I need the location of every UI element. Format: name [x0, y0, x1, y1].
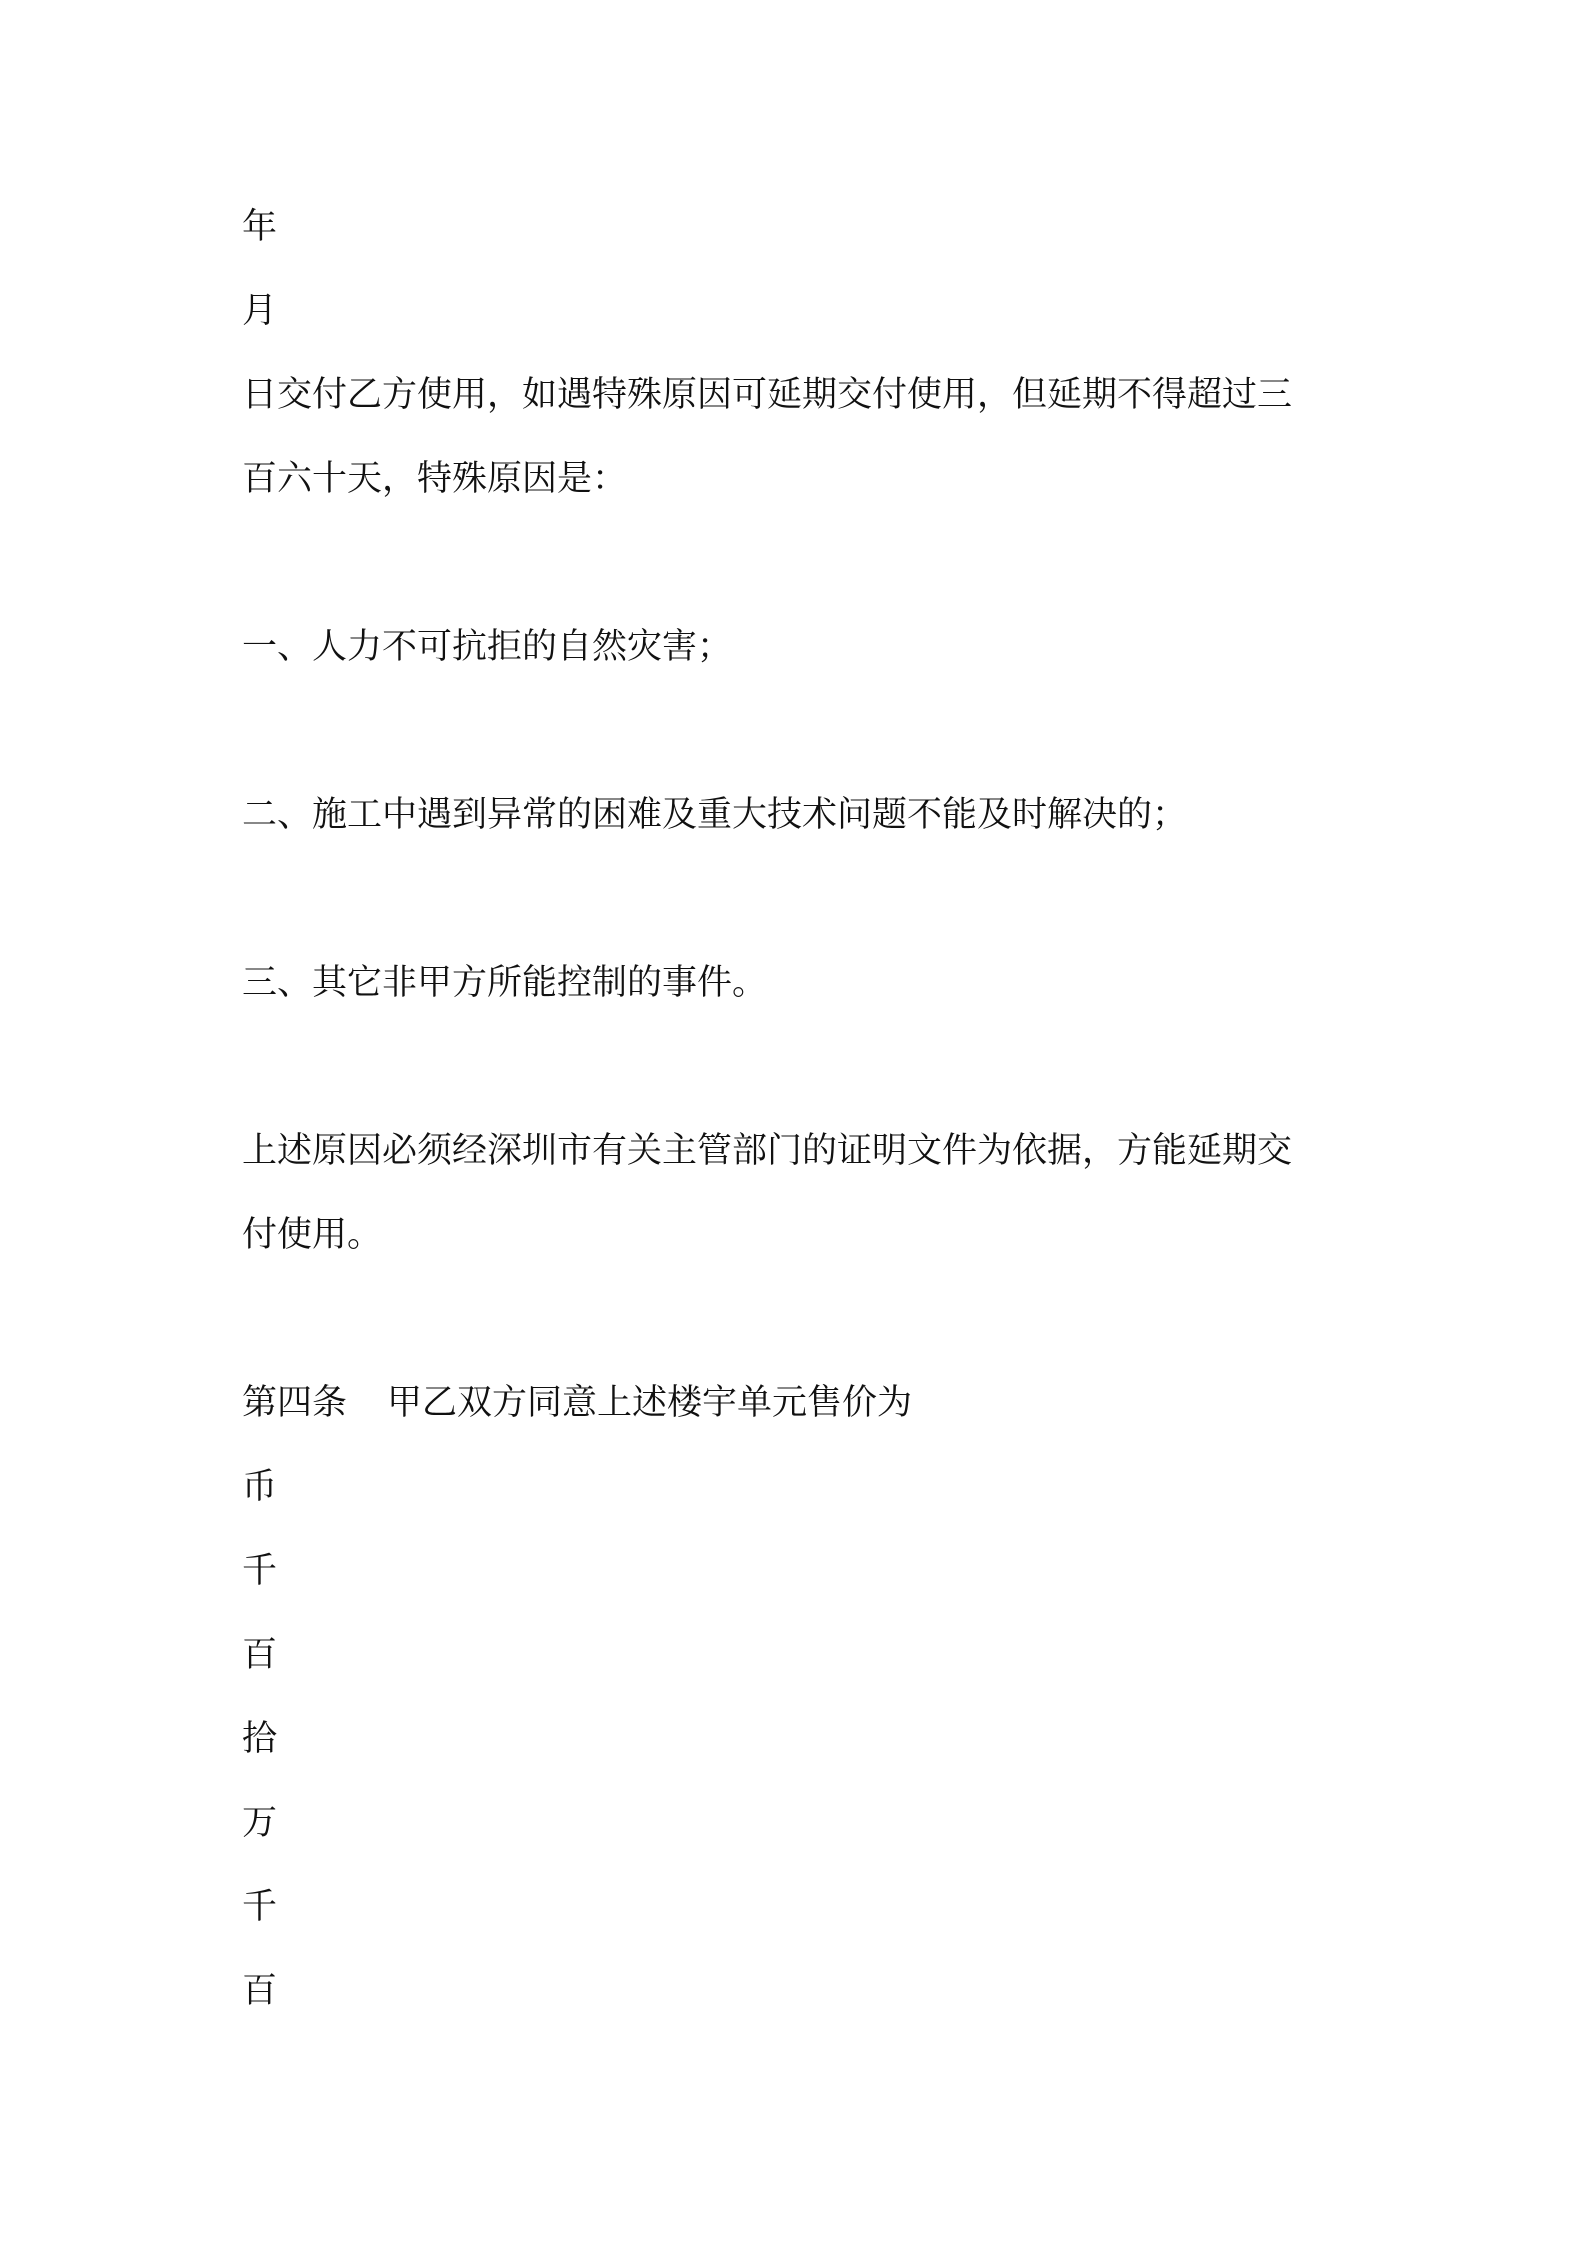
amount-unit-thousand: 千 — [242, 1551, 278, 1591]
text-line-special-reasons: 百六十天，特殊原因是： — [242, 459, 628, 499]
amount-unit-currency: 币 — [242, 1467, 278, 1507]
article-number: 第四条 — [242, 1383, 348, 1423]
text-line-evidence: 上述原因必须经深圳市有关主管部门的证明文件为依据，方能延期交 — [242, 1131, 1293, 1171]
text-line-month: 月 — [242, 291, 278, 331]
article-text: 甲乙双方同意上述楼宇单元售价为 — [387, 1383, 913, 1423]
amount-unit-hundred-2: 百 — [242, 1971, 278, 2011]
reason-item-2: 二、施工中遇到异常的困难及重大技术问题不能及时解决的； — [242, 795, 1188, 835]
amount-unit-ten-thousand: 万 — [242, 1803, 278, 1843]
reason-item-1: 一、人力不可抗拒的自然灾害； — [242, 627, 733, 667]
article-four — [242, 1381, 912, 1425]
amount-unit-ten: 拾 — [242, 1719, 278, 1759]
amount-unit-thousand-2: 千 — [242, 1887, 278, 1927]
reason-item-3: 三、其它非甲方所能控制的事件。 — [242, 963, 768, 1003]
text-line-delivery: 日交付乙方使用，如遇特殊原因可延期交付使用，但延期不得超过三 — [242, 375, 1293, 415]
text-line-year: 年 — [242, 207, 278, 247]
amount-unit-hundred: 百 — [242, 1635, 278, 1675]
text-line-evidence-cont: 付使用。 — [242, 1215, 383, 1255]
